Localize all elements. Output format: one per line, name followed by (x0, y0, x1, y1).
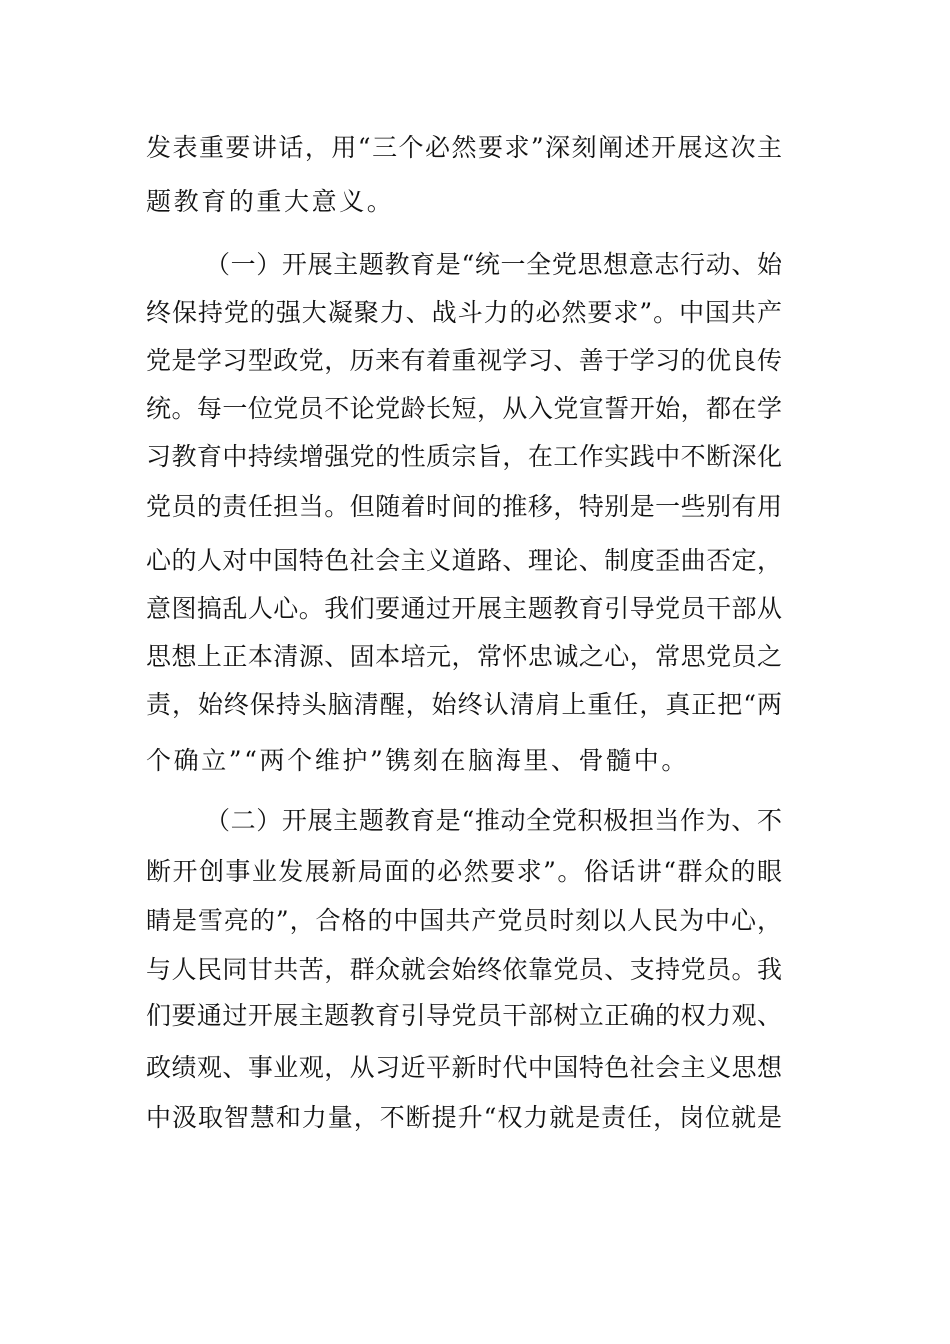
text-line: 责，始终保持头脑清醒，始终认清肩上重任，真正把“两 (146, 690, 782, 719)
text-line: 断开创事业发展新局面的必然要求”。俗话讲“群众的眼 (146, 857, 782, 886)
text-line: 发表重要讲话，用“三个必然要求”深刻阐述开展这次主 (146, 133, 782, 162)
paragraph-1-first-line: （一）开展主题教育是“统一全党思想意志行动、始 (205, 250, 782, 279)
text-line: 政绩观、事业观，从习近平新时代中国特色社会主义思想 (146, 1053, 782, 1082)
text-line: 党是学习型政党，历来有着重视学习、善于学习的优良传 (146, 346, 782, 375)
text-line: 与人民同甘共苦，群众就会始终依靠党员、支持党员。我 (146, 955, 782, 984)
text-line: 思想上正本清源、固本培元，常怀忠诚之心，常思党员之 (146, 642, 782, 671)
text-line: 党员的责任担当。但随着时间的推移，特别是一些别有用 (146, 492, 782, 521)
text-line: 意图搞乱人心。我们要通过开展主题教育引导党员干部从 (146, 594, 782, 623)
text-line: 心的人对中国特色社会主义道路、理论、制度歪曲否定， (146, 546, 782, 575)
paragraph-2-first-line: （二）开展主题教育是“推动全党积极担当作为、不 (205, 806, 782, 835)
text-line: 中汲取智慧和力量，不断提升“权力就是责任，岗位就是 (146, 1103, 782, 1132)
text-line: 统。每一位党员不论党龄长短，从入党宣誓开始，都在学 (146, 394, 782, 423)
text-line: 题教育的重大意义。 (146, 187, 395, 216)
text-line: 习教育中持续增强党的性质宗旨，在工作实践中不断深化 (146, 442, 782, 471)
text-line: 个确立”“两个维护”镌刻在脑海里、骨髓中。 (146, 746, 689, 775)
text-line: 睛是雪亮的”，合格的中国共产党员时刻以人民为中心， (146, 906, 782, 935)
text-line: 们要通过开展主题教育引导党员干部树立正确的权力观、 (146, 1001, 782, 1030)
text-line: 终保持党的强大凝聚力、战斗力的必然要求”。中国共产 (146, 298, 782, 327)
